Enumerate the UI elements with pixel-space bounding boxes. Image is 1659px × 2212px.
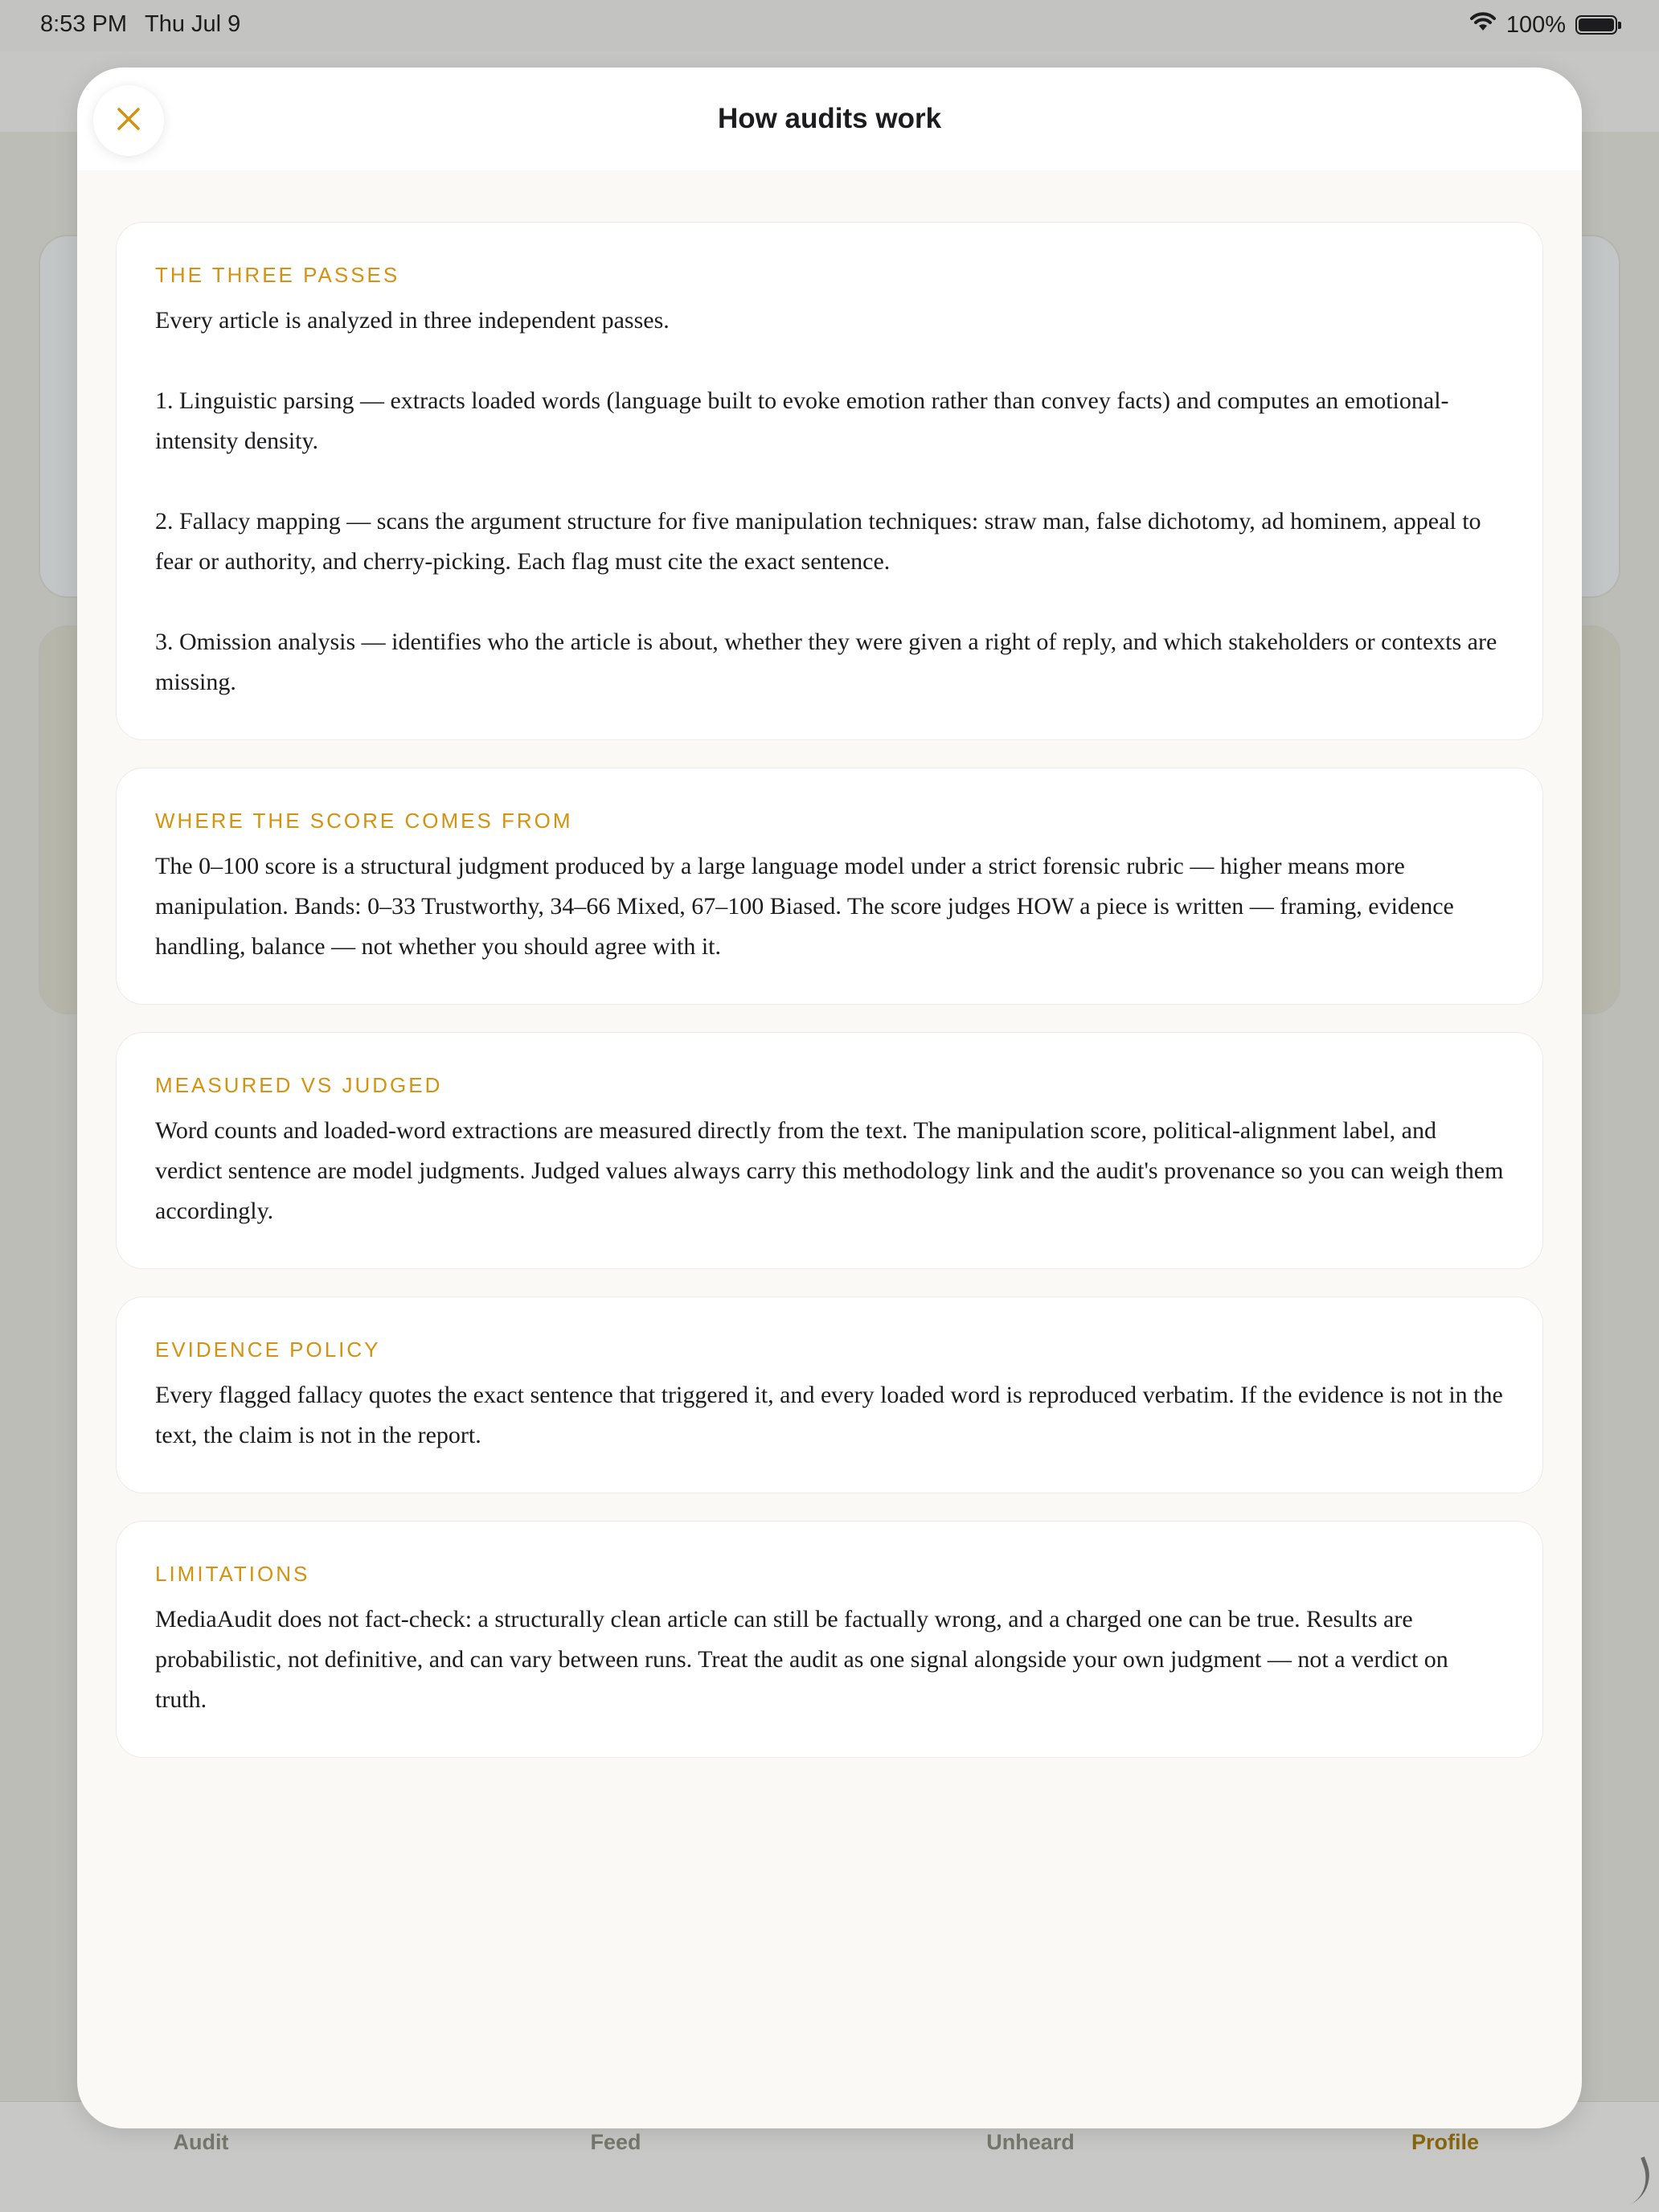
close-icon	[115, 105, 142, 137]
section-paragraph: The 0–100 score is a structural judgment produced by a large language model under a strict forensic rubric — higher means more manipulation. Bands: 0–33 Trustworthy, 34–66 Mixed, 67–100 Biased. The score judges HOW a piece is written — framing, evidence handling, balance — not whether you should agree with it.	[155, 853, 1454, 960]
section-card-limitations	[116, 1521, 1543, 1758]
sections-list	[116, 222, 1543, 1785]
section-body	[155, 301, 1504, 703]
section-card-three-passes	[116, 222, 1543, 740]
section-body	[155, 1600, 1504, 1720]
tab-unheard[interactable]: Unheard	[986, 2130, 1075, 2154]
status-indicators	[1469, 11, 1617, 39]
battery-percent: 100%	[1505, 11, 1566, 38]
section-paragraph: 2. Fallacy mapping — scans the argument structure for five manipulation techniques: straw man, false dichotomy, ad hominem, appeal to fear or authority, and cherry-picking. Each flag must cite the exact sentence.	[155, 508, 1481, 575]
section-body	[155, 846, 1504, 967]
status-time: 8:53 PM	[40, 11, 127, 37]
sheet-header	[77, 68, 1582, 170]
section-heading: EVIDENCE POLICY	[155, 1337, 381, 1362]
section-card-measured-vs-judged	[116, 1032, 1543, 1269]
section-card-score	[116, 768, 1543, 1005]
tab-profile[interactable]: Profile	[1411, 2130, 1480, 2154]
wifi-icon	[1469, 11, 1497, 39]
section-card-evidence-policy	[116, 1296, 1543, 1493]
status-bar	[0, 0, 1659, 51]
section-heading: THE THREE PASSES	[155, 263, 400, 287]
section-paragraph: Every article is analyzed in three independent passes.	[155, 307, 670, 334]
tab-feed[interactable]: Feed	[590, 2130, 641, 2154]
tab-audit[interactable]: Audit	[173, 2130, 229, 2154]
battery-icon	[1575, 15, 1617, 35]
status-date: Thu Jul 9	[145, 11, 241, 37]
section-paragraph: Word counts and loaded-word extractions are measured directly from the text. The manipulation score, political-alignment label, and verdict sentence are model judgments. Judged values always carry this methodology link and the audit's provenance so you can weigh them accordingly.	[155, 1117, 1504, 1224]
section-heading: LIMITATIONS	[155, 1562, 310, 1586]
sheet-title: How audits work	[717, 103, 942, 134]
section-paragraph: 3. Omission analysis — identifies who the article is about, whether they were given a right of reply, and which stakeholders or contexts are missing.	[155, 629, 1497, 695]
section-heading: WHERE THE SCORE COMES FROM	[155, 809, 573, 833]
section-body	[155, 1111, 1504, 1231]
section-paragraph: MediaAudit does not fact-check: a structurally clean article can still be factually wrong, and a charged one can be true. Results are probabilistic, not definitive, and can vary between runs. Treat the audit as one signal alongside your own judgment — not a verdict on truth.	[155, 1606, 1448, 1713]
section-paragraph: Every flagged fallacy quotes the exact sentence that triggered it, and every loaded word is reproduced verbatim. If the evidence is not in the text, the claim is not in the report.	[155, 1382, 1503, 1448]
section-heading: MEASURED VS JUDGED	[155, 1073, 443, 1097]
section-body	[155, 1375, 1504, 1456]
close-button[interactable]	[93, 85, 164, 156]
methodology-sheet	[77, 68, 1582, 2128]
section-paragraph: 1. Linguistic parsing — extracts loaded words (language built to evoke emotion rather than convey facts) and computes an emotional-intensity density.	[155, 387, 1449, 454]
